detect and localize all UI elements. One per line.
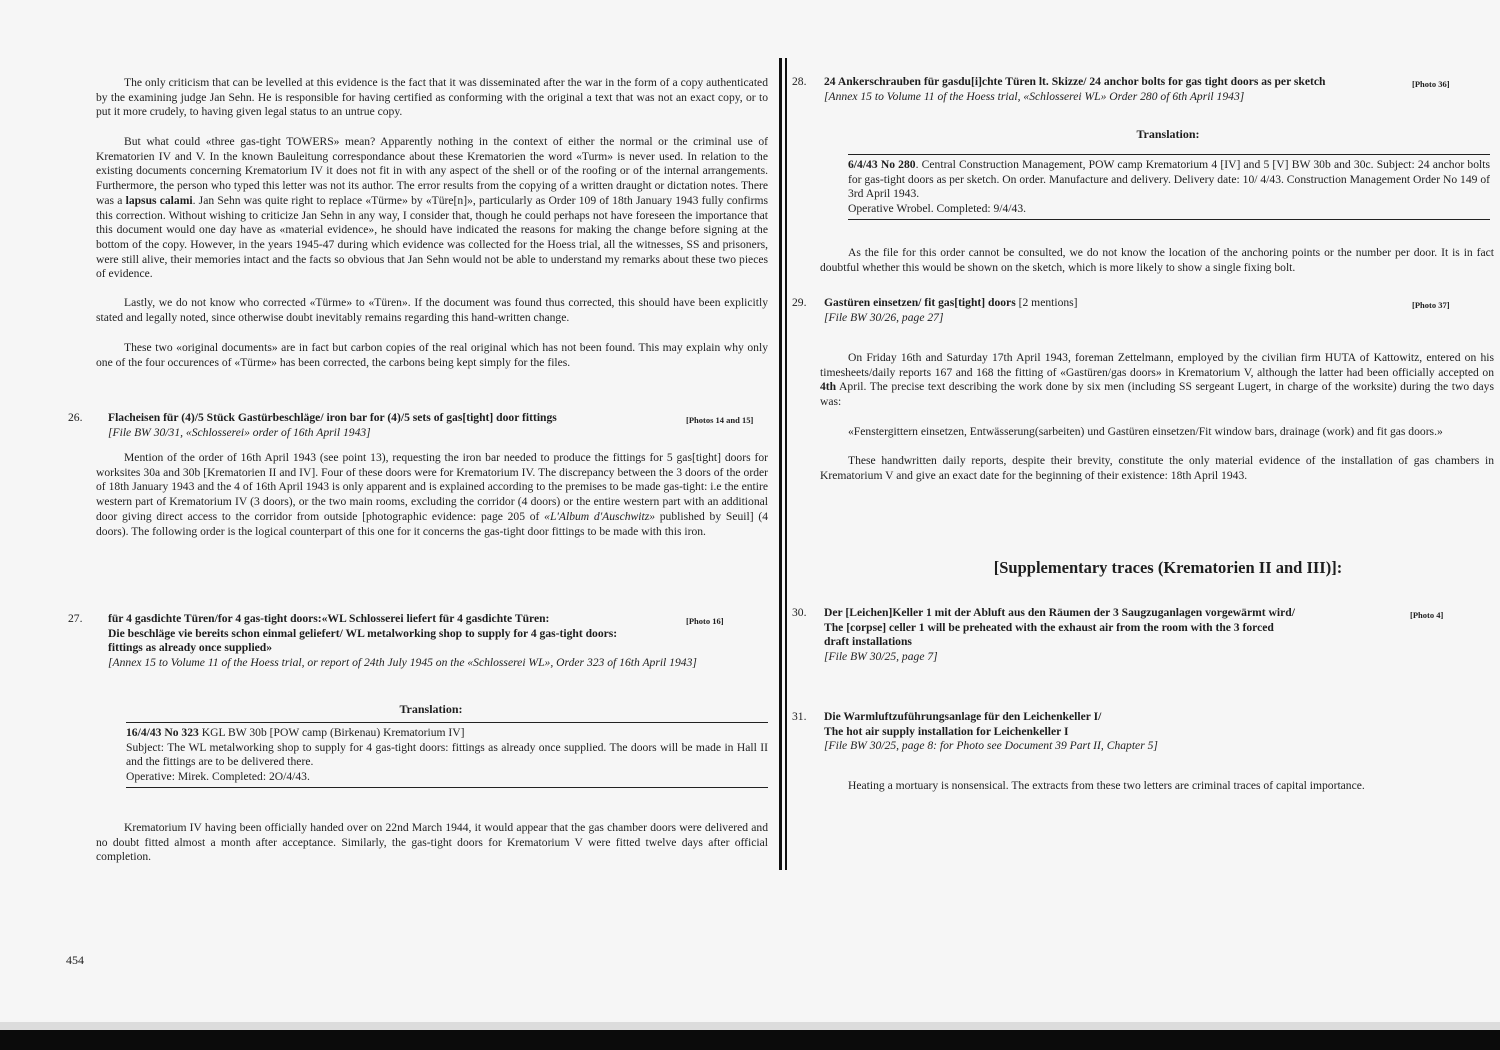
album-auschwitz-italic: «L'Album d'Auschwitz» xyxy=(544,509,655,523)
item-27-translation-line-1-text: KGL BW 30b [POW camp (Birkenau) Krematorium IV] xyxy=(198,726,465,739)
paragraph-right-1: As the file for this order cannot be consulted, we do not know the location of the anchoring points or the number per door. It is in fact doubtful whether this would be shown on the sketch, which is more likely to show a single fixing bolt. xyxy=(820,246,1494,274)
item-27-title-3: fittings as already once supplied» xyxy=(108,641,273,655)
item-30-title-1: Der [Leichen]Keller 1 mit der Abluft aus den Räumen der 3 Saugzuganlagen vorgewärmt wird/ xyxy=(824,606,1295,619)
item-30-title-2: The [corpse] celler 1 will be preheated with the exhaust air from the room with the 3 forced xyxy=(824,620,1274,634)
item-27-translation-line-3: Operative: Mirek. Completed: 2O/4/43. xyxy=(126,769,310,783)
item-30-title-3: draft installations xyxy=(824,635,912,649)
item-27-reference: [Annex 15 to Volume 11 of the Hoess trial, or report of 24th July 1945 on the «Schlosserei WL», Order 323 of 16th April 1943] xyxy=(108,655,697,669)
paragraph-left-1: The only criticism that can be levelled at this evidence is the fact that it was disseminated after the war in the form of a copy authenticated by the examining judge Jan Sehn. He is responsible for having certified as conforming with the original a text that was not an exact copy, or to put it more crudely, to having given legal status to an untrue copy. xyxy=(96,76,768,119)
item-27-body xyxy=(108,612,768,670)
item-26-title: Flacheisen für (4)/5 Stück Gastürbeschläge/ iron bar for (4)/5 sets of gas[tight] door fittings xyxy=(108,411,557,424)
column-divider xyxy=(779,58,782,870)
paragraph-left-2-text-b: . Jan Sehn was quite right to replace «Türme» by «Türe[n]», particularly as Order 109 of 18th January 1943 fully confirms this correction. Without wishing to criticize Jan Sehn in any way, I consider that, though he could perhaps not have foreseen the importance that this document would one day have as «material evidence», he should have indicated the reasons for making the change before signing at the bottom of the copy. However, in the years 1945-47 during which evidence was collected for the Hoess trial, all the witnesses, SS and prisoners, were still alive, their memories intact and the facts so obvious that Jan Sehn would not be able to understand my remarks about these two pieces of evidence. xyxy=(96,193,768,281)
item-28-body xyxy=(824,75,1492,104)
item-28-number: 28. xyxy=(792,75,807,88)
item-29-number: 29. xyxy=(792,296,807,309)
item-27-photo-ref: [Photo 16] xyxy=(686,616,724,626)
paragraph-left-2 xyxy=(96,135,768,282)
item-26-photo-ref: [Photos 14 and 15] xyxy=(686,415,754,425)
item-27-translation-box xyxy=(126,722,768,788)
item-27-number: 27. xyxy=(68,612,83,625)
item-28-translation-line-1 xyxy=(848,158,1490,202)
item-26-text-b: published by Seuil] (4 doors). The following order is the logical counterpart of this one for it concerns the gas-tight door fittings to be made with this iron. xyxy=(96,509,768,538)
paragraph-left-5: Krematorium IV having been officially handed over on 22nd March 1944, it would appear that the gas chamber doors were delivered and no doubt fitted almost a month after acceptance. Similarly, the gas-tight doors for Krematorium V were fitted twelve days after official completion. xyxy=(96,821,768,864)
paragraph-left-4: These two «original documents» are in fact but carbon copies of the real original which has not been found. This may explain why only one of the four occurences of «Türme» has been corrected, the carbons being kept simply for the files. xyxy=(96,341,768,369)
item-28-reference: [Annex 15 to Volume 11 of the Hoess trial, «Schlosserei WL» Order 280 of 6th April 1943] xyxy=(824,89,1245,103)
item-30-photo-ref: [Photo 4] xyxy=(1410,610,1444,620)
item-28-translation-line-2: Operative Wrobel. Completed: 9/4/43. xyxy=(848,201,1027,215)
item-26-reference: [File BW 30/31, «Schlosserei» order of 16th April 1943] xyxy=(108,425,371,439)
item-31-title-1: Die Warmluftzuführungsanlage für den Leichenkeller I/ xyxy=(824,710,1102,723)
paragraph-right-2-text-a: On Friday 16th and Saturday 17th April 1943, foreman Zettelmann, employed by the civilian firm HUTA of Kattowitz, entered on his timesheets/daily reports 167 and 168 the fitting of «Gastüren/gas doors» in Krematorium V, although the latter had been officially accepted on xyxy=(820,351,1494,379)
item-28 xyxy=(792,75,1492,111)
item-28-translation-label: Translation: xyxy=(1136,127,1200,141)
item-29-title: Gastüren einsetzen/ fit gas[tight] doors xyxy=(824,296,1016,309)
item-26-number: 26. xyxy=(68,411,83,424)
item-27-translation-line-2: Subject: The WL metalworking shop to supply for 4 gas-tight doors: fittings as already once supplied. The doors will be made in Hall II and the fittings are to be delivered there. xyxy=(126,740,768,769)
item-30-body xyxy=(824,606,1492,664)
item-28-order-number: 6/4/43 No 280 xyxy=(848,158,916,171)
paragraph-left-2-text-a: But what could «three gas-tight TOWERS» mean? Apparently nothing in the context of either the normal or the criminal use of Krematorien IV and V. In the known Bauleitung correspondance about these Krematorien the word «Turm» is never used. In relation to the existing documents concerning Krematorium IV it does not fit in with any aspect of the shell or of the roofing or of the internal arrangements. Furthermore, the person who typed this letter was not its author. The error results from the copying of a written draught or dictation notes. There was a xyxy=(96,135,768,207)
item-27 xyxy=(68,612,768,672)
item-31-body xyxy=(824,710,1492,754)
item-26-body xyxy=(108,411,768,440)
section-heading-supplementary: [Supplementary traces (Krematorien II and III)]: xyxy=(993,558,1343,577)
item-27-translation-label: Translation: xyxy=(399,702,463,716)
item-31-title-2: The hot air supply installation for Leichenkeller I xyxy=(824,724,1069,738)
paragraph-right-4: Heating a mortuary is nonsensical. The extracts from these two letters are criminal traces of capital importance. xyxy=(848,779,1365,792)
item-30-reference: [File BW 30/25, page 7] xyxy=(824,649,938,663)
item-28-translation-line-1-text: . Central Construction Management, POW camp Krematorium 4 [IV] and 5 [V] BW 30b and 30c. Subject: 24 anchor bolts for gas-tight doors as per sketch. On order. Manufacture and delivery. Delivery date: 10/ 4/43. Construction Management Order No 149 of 3rd April 1943. xyxy=(848,158,1490,201)
item-31-number: 31. xyxy=(792,710,807,723)
page-number: 454 xyxy=(66,953,84,967)
item-31-reference: [File BW 30/25, page 8: for Photo see Document 39 Part II, Chapter 5] xyxy=(824,739,1158,753)
item-29-mentions: [2 mentions] xyxy=(1015,296,1078,309)
item-26-text xyxy=(96,451,768,539)
scan-edge-shadow xyxy=(0,1022,1500,1030)
item-29-title-line xyxy=(824,296,1492,311)
date-4th-bold: 4th xyxy=(820,380,837,394)
paragraph-right-2 xyxy=(820,351,1494,410)
item-28-photo-ref: [Photo 36] xyxy=(1412,79,1450,89)
column-divider-thin xyxy=(785,58,787,870)
item-28-title: 24 Ankerschrauben für gasdu[i]chte Türen lt. Skizze/ 24 anchor bolts for gas tight doors as per sketch xyxy=(824,75,1326,88)
scan-edge-bar xyxy=(0,1030,1500,1050)
paragraph-right-2-text-b: April. The precise text describing the work done by six men (including SS sergeant Lugert, in charge of the worksite) during the two days was: xyxy=(820,380,1494,409)
item-27-order-number: 16/4/43 No 323 xyxy=(126,726,199,739)
lapsus-calami-bold: lapsus calami xyxy=(125,193,193,207)
item-27-title-2: Die beschläge vie bereits schon einmal geliefert/ WL metalworking shop to supply for 4 gas-tight doors: xyxy=(108,626,618,640)
item-30 xyxy=(792,606,1492,670)
item-29-body xyxy=(824,296,1492,325)
item-31 xyxy=(792,710,1492,760)
quote-zettelmann: «Fenstergittern einsetzen, Entwässerung(sarbeiten) und Gastüren einsetzen/Fit window bars, drainage (work) and fit gas doors.» xyxy=(848,425,1443,438)
item-30-number: 30. xyxy=(792,606,807,619)
item-27-translation-line-1 xyxy=(126,726,768,741)
paragraph-right-3: These handwritten daily reports, despite their brevity, constitute the only material evidence of the installation of gas chambers in Krematorium V and give an exact date for the beginning of their existence: 18th April 1943. xyxy=(820,454,1494,482)
item-29-reference: [File BW 30/26, page 27] xyxy=(824,310,944,324)
item-26-text-a: Mention of the order of 16th April 1943 (see point 13), requesting the iron bar needed to produce the fittings for 5 gas[tight] doors for worksites 30a and 30b [Krematorien II and IV]. Four of these doors were for Krematorium IV. The discrepancy between the 3 doors of the order of 18th January 1943 and the 4 of 16th April 1943 is only apparent and is explained according to the premises to be made gas-tight: i.e the entire western part of Krematorium IV (3 doors), or the two main rooms, excluding the corridor (4 doors) or the entire western part with an additional door giving direct access to the corridor from outside [photographic evidence: page 205 of xyxy=(96,451,768,523)
item-29-photo-ref: [Photo 37] xyxy=(1412,300,1450,310)
item-27-title-1: für 4 gasdichte Türen/for 4 gas-tight doors:«WL Schlosserei liefert für 4 gasdichte Türen: xyxy=(108,612,550,625)
item-28-translation-box xyxy=(848,154,1490,220)
paragraph-left-3: Lastly, we do not know who corrected «Türme» to «Türen». If the document was found thus corrected, this should have been explicitly stated and legally noted, since otherwise doubt inevitably remains regarding this hand-written change. xyxy=(96,296,768,324)
item-29 xyxy=(792,296,1492,332)
